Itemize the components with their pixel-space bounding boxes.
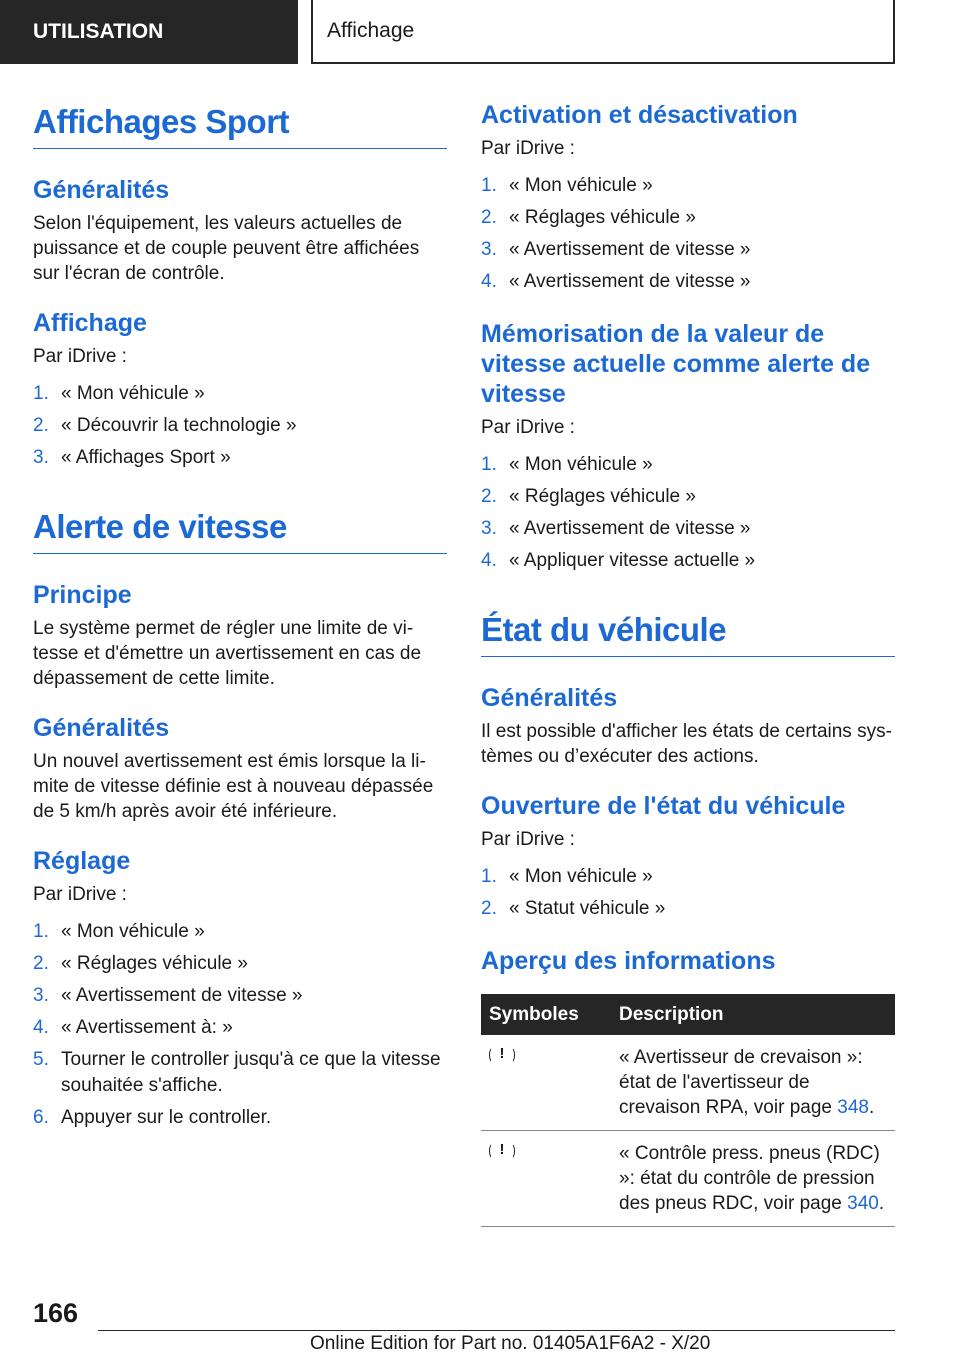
list-item: 2. « Réglages véhicule » bbox=[481, 486, 696, 507]
list-item: 2. « Réglages véhicule » bbox=[33, 953, 248, 974]
list-item: 4. « Appliquer vitesse actuelle » bbox=[481, 550, 756, 571]
list-item: 1. « Mon véhicule » bbox=[33, 921, 205, 942]
heading-principe: Principe bbox=[33, 581, 132, 609]
paragraph-affichage-intro: Par iDrive : bbox=[33, 346, 127, 367]
heading-etat-du-vehicule: État du véhicule bbox=[481, 608, 895, 657]
list-item: 3. « Affichages Sport » bbox=[33, 447, 231, 468]
list-item: 1. « Mon véhicule » bbox=[481, 866, 653, 887]
paragraph-reglage-intro: Par iDrive : bbox=[33, 884, 127, 905]
heading-affichages-sport: Affichages Sport bbox=[33, 100, 447, 149]
list-affichage-steps bbox=[33, 381, 447, 471]
paragraph-generalites-1: Selon l'équipement, les valeurs actuelles de puissance et de couple peuvent être affichées sur l'écran de contrôle. bbox=[33, 213, 420, 284]
list-item: 2. « Découvrir la technologie » bbox=[33, 415, 297, 436]
list-item: 3. « Avertissement de vitesse » bbox=[481, 239, 751, 260]
list-item: 6. Appuyer sur le controller. bbox=[33, 1107, 272, 1128]
paragraph-ouverture-intro: Par iDrive : bbox=[481, 829, 575, 850]
list-memorisation-steps bbox=[481, 452, 895, 574]
heading-affichage: Affichage bbox=[33, 309, 147, 337]
table-row: ! « Avertisseur de crevaison »: état de l'avertisseur de crevaison RPA, voir page 348. bbox=[481, 1035, 895, 1131]
heading-ouverture: Ouverture de l'état du véhicule bbox=[481, 792, 846, 820]
paragraph-generalites-3: Il est possible d'afficher les états de certains sys-tèmes ou d’exécuter des actions. bbox=[481, 721, 892, 767]
heading-alerte-de-vitesse: Alerte de vitesse bbox=[33, 505, 447, 554]
list-item: 5. Tourner le controller jusqu'à ce que la vitesse souhaitée s'affiche. bbox=[33, 1049, 441, 1096]
table-header-symboles: Symboles bbox=[481, 994, 611, 1035]
page-number: 166 bbox=[33, 1298, 79, 1328]
list-activation-steps bbox=[481, 173, 895, 295]
table-header-row bbox=[481, 994, 895, 1035]
heading-memorisation: Mémorisation de la valeur de vitesse actuelle comme alerte de vitesse bbox=[481, 320, 871, 408]
chapter-tab: Affichage bbox=[311, 0, 895, 64]
paragraph-memorisation-intro: Par iDrive : bbox=[481, 417, 575, 438]
tire-pressure-warning-icon: ! bbox=[491, 1045, 513, 1063]
table-row: ! « Contrôle press. pneus (RDC) »: état du contrôle de pression des pneus RDC, voir page 340. bbox=[481, 1131, 895, 1227]
paragraph-generalites-2: Un nouvel avertissement est émis lorsque la li-mite de vitesse définie est à nouveau dépassée de 5 km/h après avoir été inférieure. bbox=[33, 751, 434, 822]
heading-reglage: Réglage bbox=[33, 847, 131, 875]
list-item: 3. « Avertissement de vitesse » bbox=[33, 985, 303, 1006]
list-item: 3. « Avertissement de vitesse » bbox=[481, 518, 751, 539]
list-item: 4. « Avertissement de vitesse » bbox=[481, 271, 751, 292]
page-link-340[interactable]: 340 bbox=[847, 1193, 879, 1214]
page-link-348[interactable]: 348 bbox=[837, 1097, 869, 1118]
list-item: 4. « Avertissement à: » bbox=[33, 1017, 233, 1038]
heading-generalites-1: Généralités bbox=[33, 176, 170, 204]
list-item: 1. « Mon véhicule » bbox=[33, 383, 205, 404]
heading-generalites-3: Généralités bbox=[481, 684, 618, 712]
paragraph-principe: Le système permet de régler une limite de vi-tesse et d'émettre un avertissement en cas de dépassement de cette limite. bbox=[33, 618, 422, 689]
info-table bbox=[481, 994, 895, 1227]
list-reglage-steps bbox=[33, 919, 447, 1131]
list-item: 1. « Mon véhicule » bbox=[481, 454, 653, 475]
footer-divider bbox=[98, 1330, 895, 1331]
page-header bbox=[0, 0, 960, 66]
heading-apercu: Aperçu des informations bbox=[481, 947, 776, 975]
tire-pressure-warning-icon: ! bbox=[491, 1141, 513, 1159]
edition-text: Online Edition for Part no. 01405A1F6A2 - X/20 bbox=[310, 1333, 711, 1354]
heading-activation: Activation et désactivation bbox=[481, 101, 798, 129]
section-tab: UTILISATION bbox=[0, 0, 298, 64]
table-header-description: Description bbox=[611, 994, 895, 1035]
list-item: 2. « Statut véhicule » bbox=[481, 898, 666, 919]
left-column bbox=[33, 100, 447, 1155]
right-column bbox=[481, 100, 895, 1227]
paragraph-activation-intro: Par iDrive : bbox=[481, 138, 575, 159]
list-item: 2. « Réglages véhicule » bbox=[481, 207, 696, 228]
heading-generalites-2: Généralités bbox=[33, 714, 170, 742]
list-item: 1. « Mon véhicule » bbox=[481, 175, 653, 196]
list-ouverture-steps bbox=[481, 864, 895, 922]
